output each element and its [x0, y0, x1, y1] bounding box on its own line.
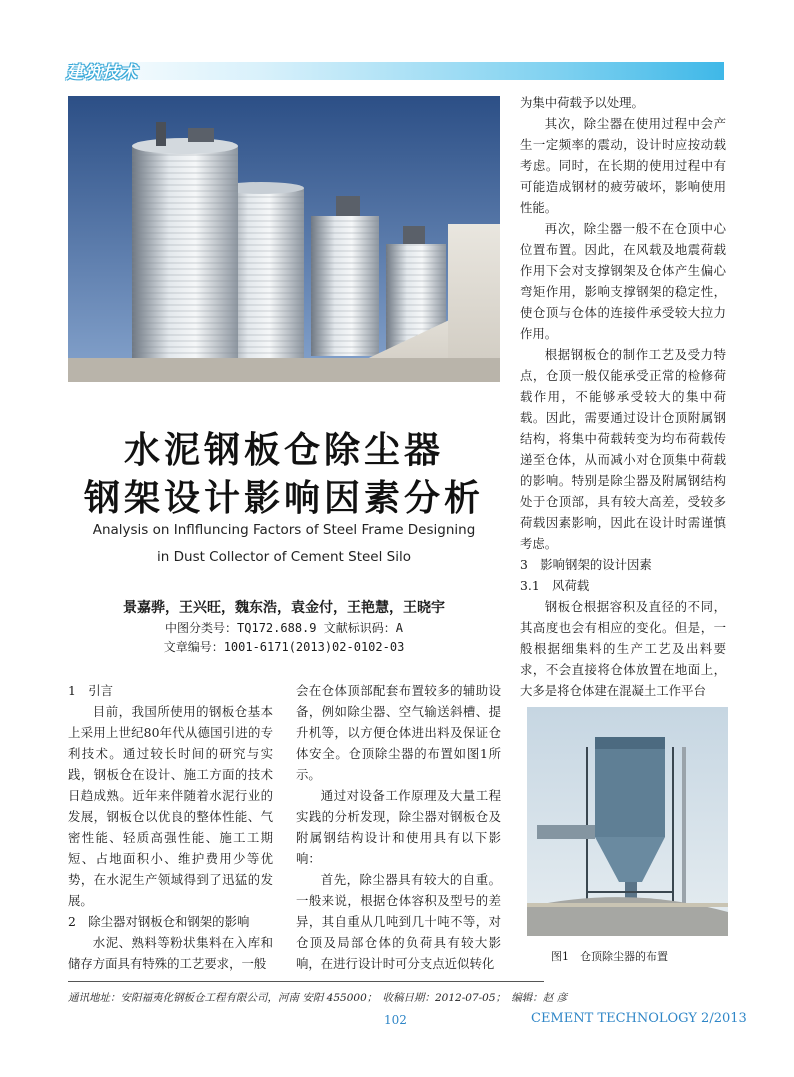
page-number: 102: [384, 1013, 407, 1027]
article-title-line1: 水泥钢板仓除尘器: [123, 430, 444, 471]
paragraph: 再次，除尘器一般不在仓顶中心位置布置。因此，在风载及地震荷载作用下会对支撑钢架及仓体产生偏心弯矩作用，影响支撑钢架的稳定性，使仓顶与仓体的连接件承受较大拉力作用。: [520, 221, 726, 341]
paragraph: 水泥、熟料等粉状集料在入库和储存方面具有特殊的工艺要求，一般: [68, 935, 273, 971]
paragraph: 根据钢板仓的制作工艺及受力特点，仓顶一般仅能承受正常的检修荷载作用，不能够承受较大的集中荷载。因此，需要通过设计仓顶附属钢结构，将集中荷载转变为均布荷载传递至仓体，从而减小对仓顶集中荷载的影响。特别是除尘器及附属钢结构处于仓顶部，具有较大高差，受较多荷载因素影响，因此在设计时需谨慎考虑。: [520, 347, 726, 551]
paragraph: 首先，除尘器具有较大的自重。一般来说，根据仓体容积及型号的差异，其自重从几吨到几十吨不等，对仓顶及局部仓体的负荷具有较大影响，在进行设计时可分支点近似转化: [296, 872, 501, 971]
paragraph: 为集中荷载予以处理。: [520, 95, 644, 110]
paragraph: 通过对设备工作原理及大量工程实践的分析发现，除尘器对钢板仓及附属钢结构设计和使用具有以下影响：: [296, 788, 501, 866]
footnote-rule: [68, 981, 544, 982]
paragraph: 会在仓体顶部配套布置较多的辅助设备，例如除尘器、空气输送斜槽、提升机等，以方便仓体进出料及保证仓体安全。仓顶除尘器的布置如图1所示。: [296, 683, 501, 782]
paragraph: 钢板仓根据容积及直径的不同，其高度也会有相应的变化。但是，一般根据细集料的生产工艺及出料要求，不会直接将仓体放置在地面上，大多是将仓体建在混凝土工作平台: [520, 599, 726, 698]
paragraph: 目前，我国所使用的钢板仓基本上采用上世纪80年代从德国引进的专利技术。通过较长时间的研究与实践，钢板仓在设计、施工方面的技术日趋成熟。近年来伴随着水泥行业的发展，钢板仓以优良的整体性能、气密性能、轻质高强性能、施工工期短、占地面积小、维护费用少等优势，在水泥生产领域得到了迅猛的发展。: [68, 704, 273, 908]
english-title-line2: in Dust Collector of Cement Steel Silo: [157, 549, 411, 565]
footnote: 通讯地址：安阳福夷化钢板仓工程有限公司，河南 安阳 455000； 收稿日期：2012-07-05； 编辑：赵 彦: [68, 992, 568, 1004]
english-title-line1: Analysis on Inflfluncing Factors of Steel Frame Designing: [92, 522, 476, 538]
paragraph: 其次，除尘器在使用过程中会产生一定频率的震动，设计时应按动载考虑。同时，在长期的使用过程中有可能造成钢材的疲劳破坏，影响使用性能。: [520, 116, 726, 215]
classification-number: 中图分类号：TQ172.688.9 文献标识码：A: [165, 621, 403, 635]
subsection-heading: 3.1 风荷载: [520, 578, 590, 593]
section-heading: 2 除尘器对钢板仓和钢架的影响: [68, 914, 250, 929]
section-tag: 建筑技术: [66, 63, 138, 83]
header-band: [60, 62, 724, 80]
authors: 景嘉骅，王兴旺，魏东浩，袁金付，王艳慧，王晓宇: [123, 600, 445, 616]
body-column-right: [520, 92, 726, 701]
article-number: 文章编号：1001-6171(2013)02-0102-03: [163, 640, 405, 654]
dust-collector-photo: [527, 707, 728, 936]
section-heading: 1 引言: [68, 683, 114, 698]
silo-photo: [68, 96, 500, 382]
article-title-line2: 钢架设计影响因素分析: [83, 478, 484, 519]
figure-caption: 图1 仓顶除尘器的布置: [551, 950, 668, 963]
body-column-middle: [296, 680, 501, 974]
journal-name: CEMENT TECHNOLOGY 2/2013: [531, 1011, 747, 1026]
section-heading: 3 影响钢架的设计因素: [520, 557, 652, 572]
body-column-left: [68, 680, 273, 974]
